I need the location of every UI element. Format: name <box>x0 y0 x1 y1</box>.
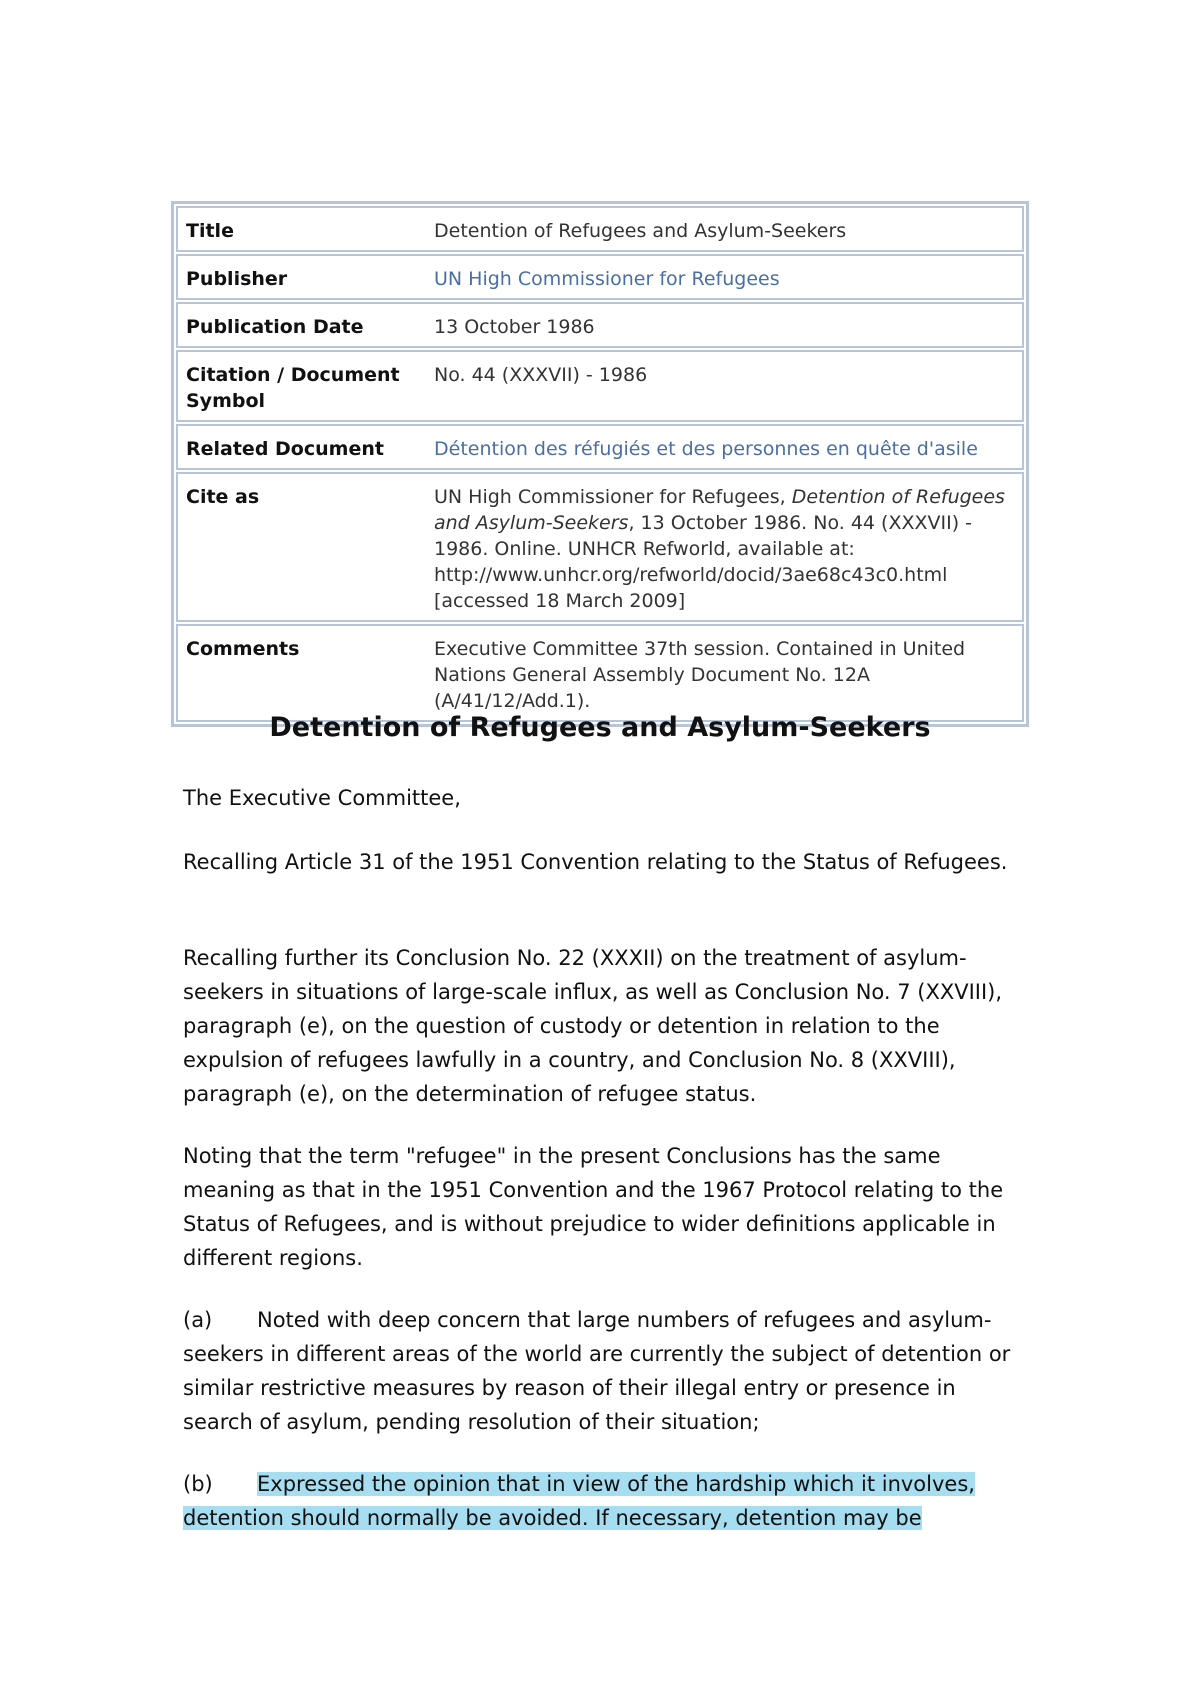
recital-2-paragraph: Recalling further its Conclusion No. 22 (XXXII) on the treatment of asylum-seekers in situations of large-scale influx, as well as Conclusion No. 7 (XXVIII), paragraph (e), on the question of custody or detention in relation to the expulsion of refugees lawfully in a country, and Conclusion No. 8 (XXVIII), paragraph (e), on the determination of refugee status. <box>183 946 1003 1106</box>
cite-as-text-2: , 13 October 1986. No. 44 (XXXVII) - 1986. Online. UNHCR Refworld, available at: http://www.unhcr.org/refworld/docid/3ae68c43c0.html [accessed 18 March 2009] <box>434 512 973 612</box>
paragraph-a-label: (a) <box>183 1308 213 1332</box>
cite-as-text-1: UN High Commissioner for Refugees, <box>434 486 792 508</box>
publisher-label: Publisher <box>186 268 288 290</box>
title-value: Detention of Refugees and Asylum-Seekers <box>434 220 847 242</box>
intro-paragraph: The Executive Committee, <box>183 786 461 810</box>
metadata-row-related-document <box>176 424 1024 470</box>
publisher-link[interactable]: UN High Commissioner for Refugees <box>434 268 780 290</box>
metadata-table <box>171 201 1029 727</box>
metadata-row-title <box>176 206 1024 252</box>
recital-1-paragraph: Recalling Article 31 of the 1951 Convention relating to the Status of Refugees. <box>183 850 1008 874</box>
publication-date-label: Publication Date <box>186 316 364 338</box>
document-heading: Detention of Refugees and Asylum-Seekers <box>269 712 931 743</box>
metadata-row-cite-as <box>176 472 1024 622</box>
cite-as-label: Cite as <box>186 486 260 508</box>
publication-date-value: 13 October 1986 <box>434 316 595 338</box>
related-document-link[interactable]: Détention des réfugiés et des personnes en quête d'asile <box>434 438 978 460</box>
metadata-row-citation <box>176 350 1024 422</box>
metadata-row-publisher <box>176 254 1024 300</box>
comments-value: Executive Committee 37th session. Contained in United Nations General Assembly Document No. 12A (A/41/12/Add.1). <box>434 638 966 712</box>
title-label: Title <box>186 220 234 242</box>
paragraph-b-highlighted-text: Expressed the opinion that in view of the hardship which it involves, detention should normally be avoided. If necessary, detention may be <box>183 1472 975 1530</box>
citation-label: Citation / Document Symbol <box>186 364 400 412</box>
paragraph-b-label: (b) <box>183 1472 213 1496</box>
citation-value: No. 44 (XXXVII) - 1986 <box>434 364 648 386</box>
paragraph-b <box>183 1467 1023 1535</box>
paragraph-a-text: Noted with deep concern that large numbers of refugees and asylum-seekers in different areas of the world are currently the subject of detention or similar restrictive measures by reason of their illegal entry or presence in search of asylum, pending resolution of their situation; <box>183 1308 1011 1434</box>
metadata-row-comments <box>176 624 1024 722</box>
comments-label: Comments <box>186 638 300 660</box>
cite-as-italic-title: Detention of Refugees and Asylum-Seekers <box>434 486 1005 534</box>
cite-as-value <box>426 474 1022 620</box>
related-document-label: Related Document <box>186 438 384 460</box>
metadata-row-publication-date <box>176 302 1024 348</box>
paragraph-a <box>183 1303 1023 1439</box>
recital-3-paragraph: Noting that the term "refugee" in the present Conclusions has the same meaning as that in the 1951 Convention and the 1967 Protocol relating to the Status of Refugees, and is without prejudice to wider definitions applicable in different regions. <box>183 1144 1004 1270</box>
